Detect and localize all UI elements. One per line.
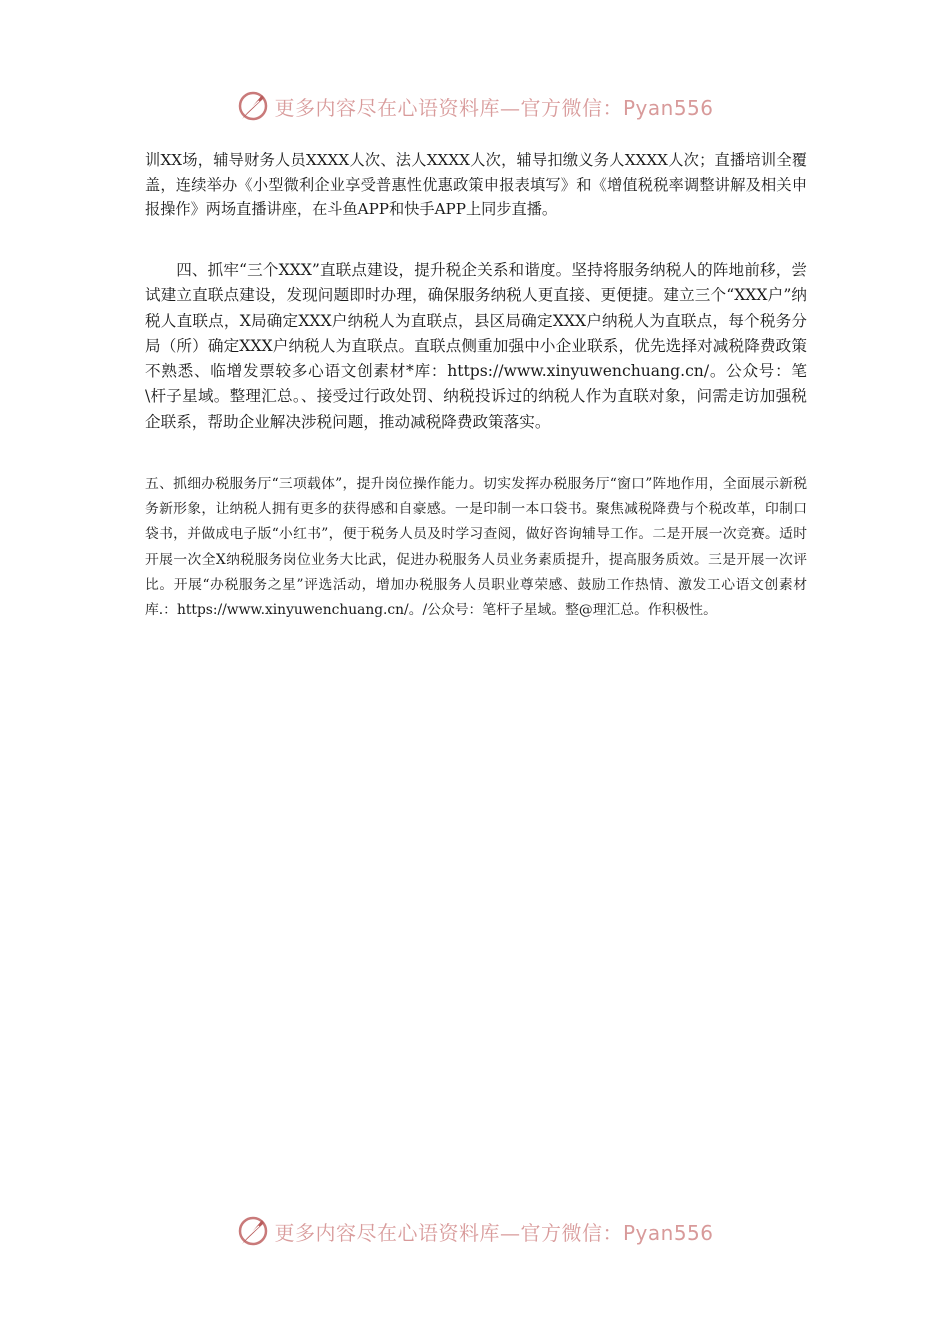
watermark-text: 更多内容尽在心语资料库—官方微信：	[274, 1220, 623, 1245]
watermark-text: 更多内容尽在心语资料库—官方微信：	[274, 95, 623, 120]
footer-watermark	[0, 1211, 950, 1251]
quill-logo-icon	[236, 89, 270, 123]
paragraph-2: 四、抓牢“三个XXX”直联点建设，提升税企关系和谐度。坚持将服务纳税人的阵地前移，尝试建立直联点建设，发现问题即时办理，确保服务纳税人更直接、更便捷。建立三个“XXX户”纳税人直联点，X局确定XXX户纳税人为直联点，县区局确定XXX户纳税人为直联点，每个税务分局（所）确定XXX户纳税人为直联点。直联点侧重加强中小企业联系，优先选择对减税降费政策不熟悉、临增发票较多心语文创素材*库：https://www.xinyuwenchuang.cn/。公众号：笔\杆子星域。整理汇总。、接受过行政处罚、纳税投诉过的纳税人作为直联对象，问需走访加强税企联系，帮助企业解决涉税问题，推动减税降费政策落实。	[145, 261, 807, 431]
quill-logo-icon	[236, 1214, 270, 1248]
watermark-wechat-id: Pyan556	[622, 1220, 714, 1245]
watermark-wechat-id: Pyan556	[622, 95, 714, 120]
header-watermark	[0, 86, 950, 126]
paragraph-3: 五、抓细办税服务厅“三项载体”，提升岗位操作能力。切实发挥办税服务厅“窗口”阵地作用，全面展示新税务新形象，让纳税人拥有更多的获得感和自豪感。一是印制一本口袋书。聚焦减税降费与个税改革，印制口袋书，并做成电子版“小红书”，便于税务人员及时学习查阅，做好咨询辅导工作。二是开展一次竞赛。适时开展一次全X纳税服务岗位业务大比武，促进办税服务人员业务素质提升，提高服务质效。三是开展一次评比。开展“办税服务之星”评选活动，增加办税服务人员职业尊荣感、鼓励工作热情、激发工心语文创素材库.：https://www.xinyuwenchuang.cn/。/公众号：笔杆子星域。整@理汇总。作积极性。	[145, 476, 807, 619]
paragraph-1: 训XX场，辅导财务人员XXXX人次、法人XXXX人次，辅导扣缴义务人XXXX人次；直播培训全覆盖，连续举办《小型微利企业享受普惠性优惠政策申报表填写》和《增值税税率调整讲解及相关申报操作》两场直播讲座，在斗鱼APP和快手APP上同步直播。	[145, 151, 807, 218]
